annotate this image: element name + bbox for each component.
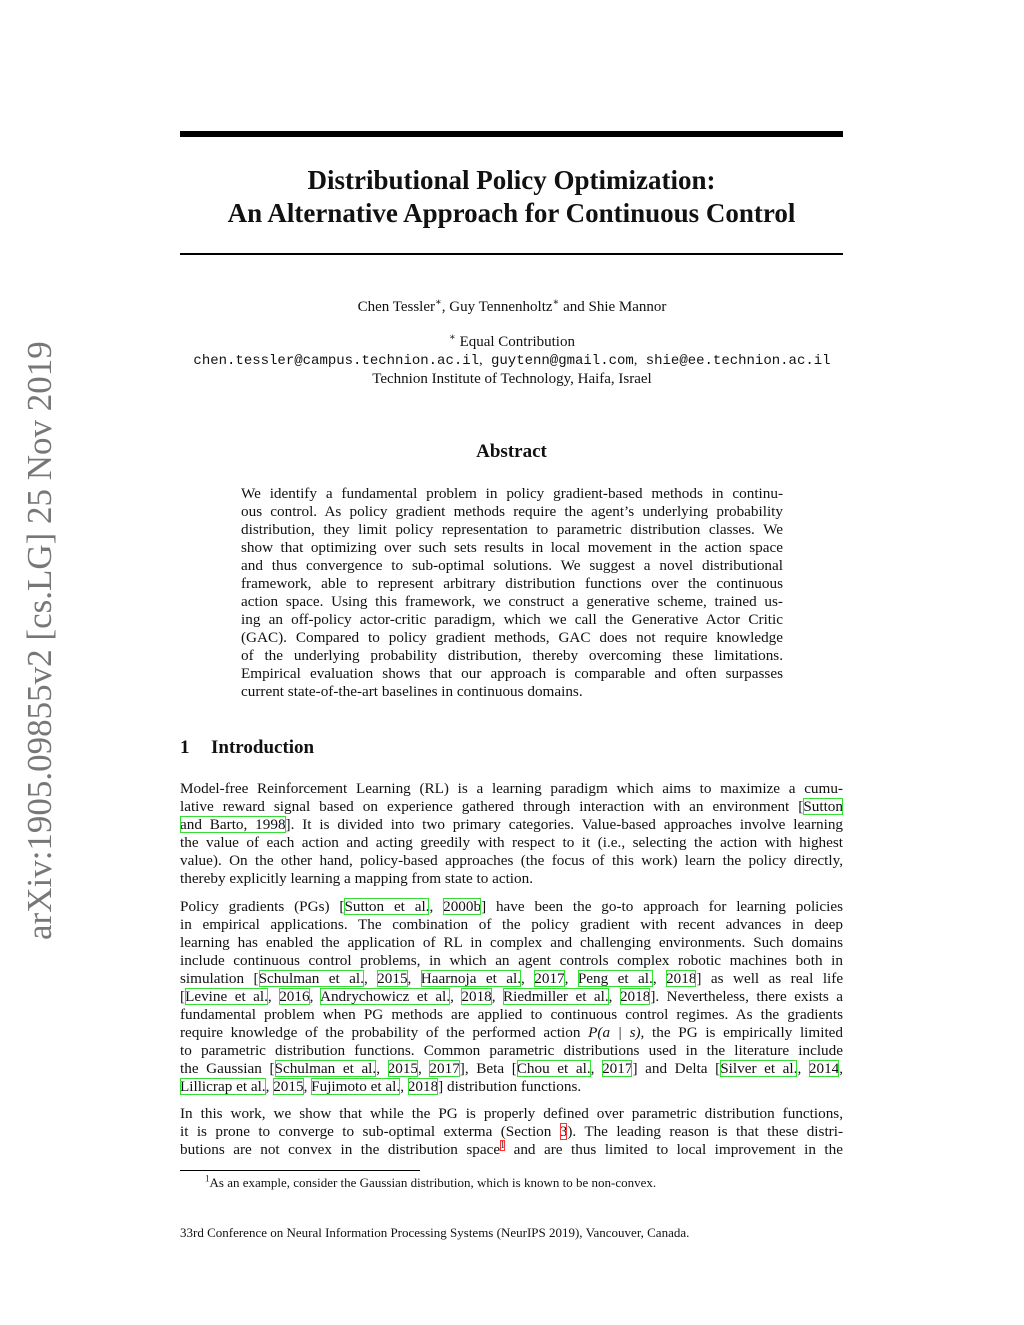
equal-mark: ∗ (435, 297, 442, 308)
title-bottom-rule (180, 253, 843, 255)
text-line: lative reward signal based on experience gathered through interaction with an environment [Sutton (180, 798, 843, 815)
abstract-line: current state-of-the-art baselines in continuous domains. (241, 683, 583, 700)
text-line: in empirical applications. The combination of the policy gradient with recent advances in deep (180, 916, 843, 933)
text-line: the Gaussian [Schulman et al., 2015, 2017], Beta [Chou et al., 2017] and Delta [Silver et al., 2014, (180, 1060, 844, 1077)
text-line: the value of each action and acting greedily with respect to it (i.e., selecting the action with highest (180, 834, 843, 851)
footnote (205, 1175, 656, 1191)
text-line: Model-free Reinforcement Learning (RL) is a learning paradigm which aims to maximize a cumu- (180, 780, 843, 797)
intro-paragraph-1 (180, 780, 843, 888)
citation-link[interactable]: Fujimoto et al. (311, 1078, 401, 1095)
abstract-line: ous control. As policy gradient methods require the agent’s underlying probability (241, 503, 783, 520)
email-1[interactable]: chen.tessler@campus.technion.ac.il (193, 353, 480, 369)
citation-link[interactable]: 2017 (429, 1060, 460, 1077)
text-line: butions are not convex in the distribution space$^1$ and are thus limited to local improvement in the (180, 1139, 843, 1158)
footnote-mark: 1 (205, 1173, 210, 1184)
abstract-heading: Abstract (476, 441, 547, 462)
citation-link[interactable]: Haarnoja et al. (420, 970, 522, 987)
citation-link[interactable]: Andrychowicz et al. (320, 988, 451, 1005)
section-number: 1 (180, 737, 190, 758)
citation-link[interactable]: 2018 (407, 1078, 439, 1095)
title-top-rule (180, 131, 843, 137)
abstract-line: distribution, they limit policy representation to parametric distribution classes. We (241, 521, 783, 538)
citation-link[interactable]: Peng et al. (577, 970, 653, 987)
institution: Technion Institute of Technology, Haifa, Israel (372, 371, 652, 387)
citation-link[interactable]: 2015 (387, 1060, 418, 1077)
citation-link[interactable]: Schulman et al. (274, 1060, 377, 1077)
abstract-line: We identify a fundamental problem in policy gradient-based methods in continu- (241, 485, 783, 502)
text-line: include continuous control problems, in which an agent controls complex robotic machines both in (180, 952, 843, 969)
citation-link[interactable]: 2018 (461, 988, 492, 1005)
citation-link[interactable]: 2015 (273, 1078, 304, 1095)
abstract-line: (GAC). Compared to policy gradient methods, GAC does not require knowledge (241, 629, 783, 646)
citation-link[interactable]: 2017 (602, 1060, 633, 1077)
abstract-body (241, 485, 783, 701)
citation-link[interactable]: 2000b (443, 898, 482, 915)
abstract-line: framework, able to represent arbitrary distribution functions over the continuous (241, 575, 783, 592)
email-3[interactable]: shie@ee.technion.ac.il (645, 353, 831, 369)
citation-link[interactable]: and Barto, 1998 (180, 816, 286, 833)
title-line-2: An Alternative Approach for Continuous Control (227, 198, 796, 228)
text-line: learning has enabled the application of RL in complex and challenging environments. Such domains (180, 934, 843, 951)
citation-link[interactable]: 2018 (619, 988, 651, 1005)
citation-link[interactable]: Silver et al. (720, 1060, 798, 1077)
equal-mark: ∗ (449, 332, 456, 343)
citation-link[interactable]: Riedmiller et al. (503, 988, 609, 1005)
author-emails: chen.tessler@campus.technion.ac.il, guytenn@gmail.com, shie@ee.technion.ac.il (193, 353, 831, 369)
citation-link[interactable]: 2018 (666, 970, 697, 987)
intro-paragraph-3 (180, 1105, 843, 1159)
citation-link[interactable]: Sutton et al. (344, 898, 430, 915)
text-line: [Levine et al., 2016, Andrychowicz et al., 2018, Riedmiller et al., 2018]. Nevertheless, there exists a (180, 988, 844, 1005)
citation-link[interactable]: Chou et al. (516, 1060, 591, 1077)
equal-contribution-label: Equal Contribution (459, 334, 575, 350)
abstract-line: show that optimizing over such sets results in local movement in the action space (241, 539, 783, 556)
abstract-line: and thus convergence to sub-optimal solutions. We suggest a novel distributional (241, 557, 783, 574)
section-ref-link[interactable]: 3 (559, 1123, 568, 1140)
citation-link[interactable]: Sutton (803, 798, 843, 815)
email-2[interactable]: guytenn@gmail.com (490, 353, 634, 369)
abstract-line: ing an off-policy actor-critic paradigm, which we call the Generative Actor Critic (241, 611, 783, 628)
citation-link[interactable]: Lillicrap et al. (180, 1078, 266, 1095)
author-list: Chen Tessler∗, Guy Tennenholtz∗ and Shie Mannor (357, 297, 667, 315)
citation-link[interactable]: Levine et al. (185, 988, 268, 1005)
text-line: and Barto, 1998]. It is divided into two primary categories. Value-based approaches involve learning (180, 816, 844, 833)
footnote-text: As an example, consider the Gaussian distribution, which is known to be non-convex. (209, 1175, 657, 1190)
text-line: fundamental problem when PG methods are applied to continuous control regimes. As the gradients (180, 1006, 843, 1023)
text-line: In this work, we show that while the PG is properly defined over parametric distribution functions, (180, 1105, 843, 1122)
text-line: Policy gradients (PGs) [Sutton et al., 2000b] have been the go-to approach for learning policies (180, 898, 844, 915)
citation-link[interactable]: Schulman et al. (258, 970, 364, 987)
conference-note: 33rd Conference on Neural Information Processing Systems (NeurIPS 2019), Vancouver, Canada. (180, 1225, 690, 1240)
citation-link[interactable]: 2016 (279, 988, 310, 1005)
author-3: and Shie Mannor (563, 299, 667, 315)
section-heading-introduction (180, 737, 314, 759)
author-1: Chen Tessler (357, 299, 435, 315)
intro-paragraph-2 (180, 898, 843, 1096)
section-title: Introduction (211, 737, 315, 758)
footnote-ref-link[interactable]: 1 (500, 1139, 506, 1151)
text-line: value). On the other hand, policy-based approaches (the focus of this work) learn the policy directly, (180, 852, 843, 869)
text-line: require knowledge of the probability of the performed action P(a | s), the PG is empirically limited (180, 1024, 843, 1041)
paper-title (180, 164, 843, 230)
footnote-rule (180, 1170, 420, 1171)
citation-link[interactable]: 2014 (808, 1060, 840, 1077)
citation-link[interactable]: 2015 (377, 970, 408, 987)
equal-mark: ∗ (552, 297, 560, 308)
text-line: thereby explicitly learning a mapping from state to action. (180, 870, 533, 887)
text-line: Lillicrap et al., 2015, Fujimoto et al., 2018] distribution functions. (180, 1078, 582, 1095)
equal-contribution-note (120, 333, 904, 351)
abstract-line: action space. Using this framework, we construct a generative scheme, trained us- (241, 593, 783, 610)
text-line: it is prone to converge to sub-optimal exterma (Section 3). The leading reason is that these distri- (180, 1123, 843, 1140)
abstract-line: Empirical evaluation shows that our approach is comparable and often surpasses (241, 665, 783, 682)
text-line: to parametric distribution functions. Common parametric distributions used in the literature include (180, 1042, 843, 1059)
author-2: Guy Tennenholtz (449, 299, 553, 315)
title-line-1: Distributional Policy Optimization: (307, 165, 716, 195)
abstract-line: of the underlying probability distribution, thereby overcoming these limitations. (241, 647, 783, 664)
math-probability: P(a | s) (588, 1024, 641, 1041)
citation-link[interactable]: 2017 (534, 970, 565, 987)
arxiv-stamp: arXiv:1905.09855v2 [cs.LG] 25 Nov 2019 (20, 341, 59, 940)
text-line: simulation [Schulman et al., 2015, Haarnoja et al., 2017, Peng et al., 2018] as well as real life (180, 970, 844, 987)
